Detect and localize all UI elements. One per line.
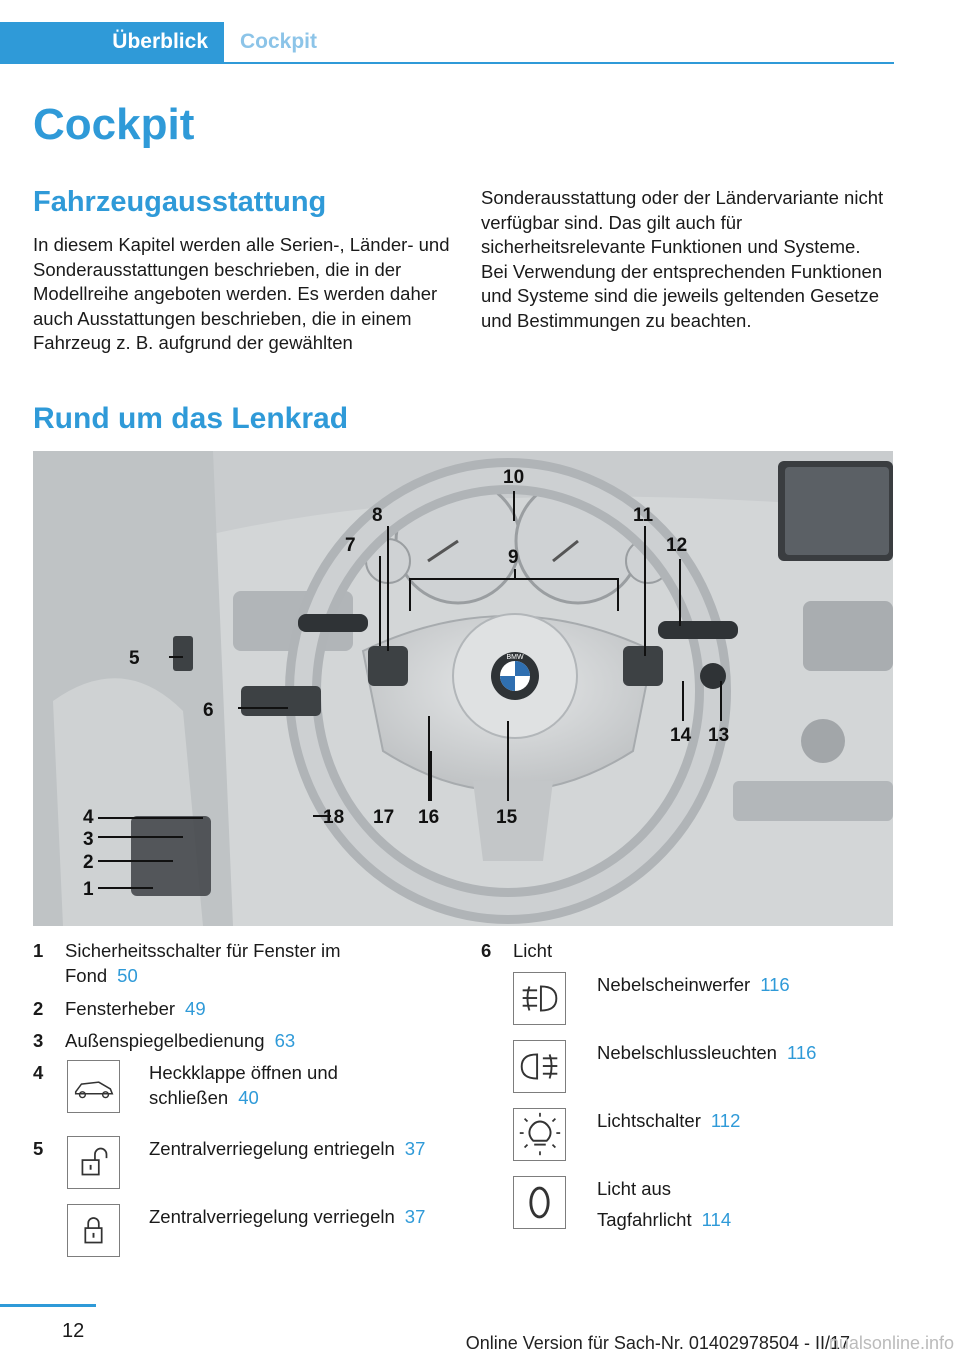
legend-text-secondary: Tagfahrlicht bbox=[597, 1209, 692, 1230]
legend-text: Zentralverriegelung entriegeln bbox=[149, 1138, 395, 1159]
tab-ueberblick[interactable]: Überblick bbox=[0, 22, 224, 62]
steering-section-title: Rund um das Lenkrad bbox=[33, 402, 349, 435]
rear-fog-light-icon bbox=[513, 1040, 566, 1093]
intro-text-left: In diesem Kapitel werden alle Serien-, Länder- und Sonderausstattungen beschrieben, die in der Modellreihe angeboten werden. Es werden daher auch Ausstattungen beschrieben, die in einem Fahrzeug z. B. aufgrund der gewählten bbox=[33, 234, 450, 353]
legend-text: Lichtschalter bbox=[597, 1110, 701, 1131]
legend-number: 6 bbox=[481, 940, 492, 961]
legend-number: 5 bbox=[33, 1138, 44, 1159]
callout-18: 18 bbox=[323, 807, 345, 828]
legend-text: Zentralverriegelung verriegeln bbox=[149, 1206, 395, 1227]
intro-text-right: Sonderausstattung oder der Ländervariante nicht verfügbar sind. Das gilt auch für sicherheitsrelevante Funktionen und Systeme. Bei Verwendung der entsprechenden Funktionen und Systeme sind die jeweils geltenden Gesetze und Bestimmungen zu beachten. bbox=[481, 187, 884, 331]
page-ref-link[interactable]: 116 bbox=[760, 974, 790, 995]
legend-right bbox=[481, 938, 901, 1238]
page-ref-link[interactable]: 63 bbox=[274, 1030, 296, 1051]
page-title: Cockpit bbox=[33, 100, 195, 149]
legend-text: Nebelscheinwerfer bbox=[597, 974, 751, 995]
legend-text: Heckklappe öffnen und schließen bbox=[149, 1062, 338, 1108]
callout-7: 7 bbox=[345, 535, 356, 556]
callout-9: 9 bbox=[508, 547, 519, 568]
page-ref-link[interactable]: 49 bbox=[185, 998, 206, 1019]
legend-text: Außenspiegelbedienung bbox=[65, 1030, 265, 1051]
legend-text: Nebelschlussleuchten bbox=[597, 1042, 777, 1063]
callout-17: 17 bbox=[373, 807, 395, 828]
legend-number: 3 bbox=[33, 1030, 44, 1051]
callout-15: 15 bbox=[496, 807, 518, 828]
legend-number: 4 bbox=[33, 1062, 44, 1083]
front-fog-light-icon bbox=[513, 972, 566, 1025]
cockpit-drawing bbox=[33, 451, 893, 926]
page-number: 12 bbox=[62, 1320, 85, 1342]
watermark: nualsonline.info bbox=[828, 1333, 954, 1353]
legend-number: 2 bbox=[33, 998, 44, 1019]
callout-10: 10 bbox=[503, 467, 525, 488]
section-title: Fahrzeugausstattung bbox=[33, 186, 327, 218]
page-ref-link[interactable]: 116 bbox=[786, 1042, 817, 1063]
page-ref-link[interactable]: 40 bbox=[238, 1087, 259, 1108]
callout-6: 6 bbox=[203, 700, 214, 721]
page-ref-link[interactable]: 50 bbox=[117, 965, 138, 986]
tab-bar bbox=[0, 22, 894, 64]
legend-text: Fensterheber bbox=[65, 998, 176, 1019]
page-ref-link[interactable]: 114 bbox=[701, 1209, 732, 1230]
callout-5: 5 bbox=[129, 648, 140, 669]
page-ref-link[interactable]: 112 bbox=[710, 1110, 741, 1131]
legend-left bbox=[33, 938, 453, 1268]
callout-3: 3 bbox=[83, 829, 94, 850]
light-switch-icon bbox=[513, 1108, 566, 1161]
legend-title: Licht bbox=[513, 940, 553, 961]
legend-text: Sicherheitsschalter für Fenster im Fond bbox=[65, 940, 341, 986]
online-version-text: Online Version für Sach-Nr. 01402978504 - II/17 bbox=[465, 1333, 850, 1353]
callout-8: 8 bbox=[372, 505, 383, 526]
unlock-icon bbox=[67, 1136, 120, 1189]
footer-divider bbox=[0, 1304, 96, 1307]
callout-13: 13 bbox=[708, 725, 730, 746]
legend-text: Licht aus bbox=[597, 1178, 672, 1199]
bmw-logo-text: BMW bbox=[506, 654, 524, 661]
lock-icon bbox=[67, 1204, 120, 1257]
tailgate-icon bbox=[67, 1060, 120, 1113]
callout-14: 14 bbox=[670, 725, 692, 746]
callout-4: 4 bbox=[83, 807, 94, 828]
legend-number: 1 bbox=[33, 940, 44, 961]
page-ref-link[interactable]: 37 bbox=[404, 1206, 426, 1227]
callout-1: 1 bbox=[83, 879, 94, 900]
callout-12: 12 bbox=[666, 535, 688, 556]
callout-16: 16 bbox=[418, 807, 440, 828]
callout-2: 2 bbox=[83, 852, 94, 873]
page-ref-link[interactable]: 37 bbox=[404, 1138, 426, 1159]
cockpit-illustration bbox=[33, 451, 893, 926]
callout-11: 11 bbox=[633, 505, 654, 526]
tab-cockpit[interactable]: Cockpit bbox=[240, 30, 318, 53]
lights-off-icon bbox=[513, 1176, 566, 1229]
